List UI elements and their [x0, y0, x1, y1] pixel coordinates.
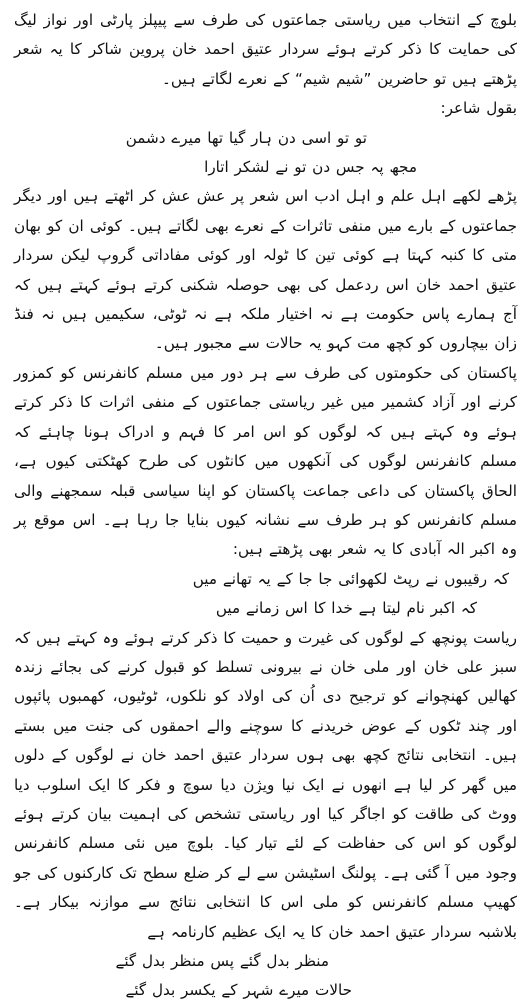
couplet-3: [14, 947, 517, 1006]
couplet-2-line-2: کہ اکبر نام لیتا ہے خدا کا اس زمانے میں: [215, 599, 477, 618]
couplet-2: [14, 565, 517, 624]
couplet-2-line-1: کہ رقیبوں نے رپٹ لکھوائی جا جا کے یہ تھانے میں: [192, 569, 509, 588]
paragraph-4: ریاست پونچھ کے لوگوں کی غیرت و حمیت کا ذکر کرتے ہوئے وہ کہتے ہیں کہ سبز علی خان اور ملی خان نے بیرونی تسلط کو قبول کرنے کی بجائے زندہ کھالیں کھنچوانے کو ترجیح دی اُن کی اولاد کو نلکوں، ٹوٹیوں، کھمبوں پائپوں اور چند ٹکوں کے عوض خریدنے کا سوچنے والے احمقوں کی جنت میں بستے ہیں۔ انتخابی نتائج کچھ بھی ہوں سردار عتیق احمد خان نے لوگوں کے دلوں میں گھر کر لیا ہے انھوں نے ایک نیا ویژن دیا سوچ و فکر کا ایک اسلوب دیا ووٹ کی طاقت کو اجاگر کیا اور ریاستی تشخص کی اہمیت بیان کرتے ہوئے لوگوں کو اس کی حفاظت کے لئے تیار کیا۔ بلوچ میں نئی مسلم کانفرنس وجود میں آ گئی ہے۔ پولنگ اسٹیشن سے لے کر ضلع سطح تک کارکنوں کی جو کھیپ مسلم کانفرنس کو ملی اس کا انتخابی نتائج سے موازنہ بیکار ہے۔ بلاشبہ سردار عتیق احمد خان کا یہ ایک عظیم کارنامہ ہے: [14, 628, 517, 941]
article-page: [14, 6, 517, 1000]
poet-quote-label: بقول شاعر:: [440, 99, 517, 118]
couplet-1: [14, 124, 517, 183]
paragraph-3: پاکستان کی حکومتوں کی طرف سے ہر دور میں مسلم کانفرنس کو کمزور کرنے اور آزاد کشمیر میں غیر ریاستی جماعتوں کے منفی اثرات کا ذکر کرتے ہوئے وہ کہتے ہیں کہ لوگوں کو اس امر کا فہم و ادراک ہونا چاہئے کہ مسلم کانفرنس لوگوں کی آنکھوں میں کانٹوں کی طرح کھٹکتی کیوں ہے، الحاق پاکستان کی داعی جماعت پاکستان کو اپنا سیاسی قبلہ سمجھنے والی مسلم کانفرنس کو ہر طرف سے نشانہ کیوں بنایا جا رہا ہے۔ اس موقع پر وہ اکبر الہ آبادی کا یہ شعر بھی پڑھتے ہیں:: [14, 363, 517, 559]
paragraph-1: بلوچ کے انتخاب میں ریاستی جماعتوں کی طرف سے پیپلز پارٹی اور نواز لیگ کی حمایت کا ذکر کرتے ہوئے سردار عتیق احمد خان پروین شاکر کا یہ شعر پڑھتے ہیں تو حاضرین ”شیم شیم“ کے نعرے لگاتے ہیں۔: [14, 11, 517, 88]
couplet-1-line-1: تو تو اسی دن ہار گیا تھا میرے دشمن: [125, 128, 367, 147]
paragraph-2: پڑھے لکھے اہل علم و اہل ادب اس شعر پر عش عش کر اٹھتے ہیں اور دیگر جماعتوں کے بارے میں منفی تاثرات کے نعرے بھی لگاتے ہیں۔ کوئی ان کو بھان متی کا کنبہ کہتا ہے کوئی تین کا ٹولہ اور کوئی مفاداتی گروپ لیکن سردار عتیق احمد خان اس ردعمل کی بھی حوصلہ شکنی کرتے ہوئے کہتے ہیں کہ آج ہمارے پاس حکومت ہے نہ اختیار ملکہ ہے نہ ٹوٹی، سکیمیں ہیں نہ فنڈ زان بیچاروں کو کچھ مت کہو یہ حالات سے مجبور ہیں۔: [14, 187, 517, 353]
couplet-1-line-2: مجھ پہ جس دن تو نے لشکر اتارا: [204, 158, 417, 177]
couplet-3-line-2: حالات میرے شہر کے یکسر بدل گئے: [125, 981, 352, 1000]
couplet-3-line-1: منظر بدل گئے پس منظر بدل گئے: [115, 952, 329, 970]
